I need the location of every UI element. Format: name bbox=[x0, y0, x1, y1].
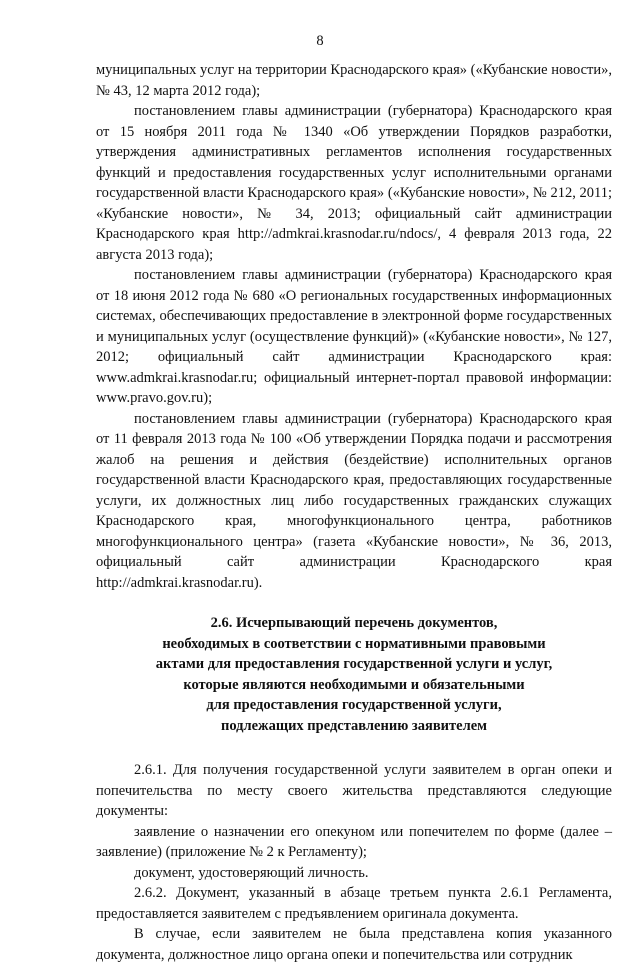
body-paragraph: постановлением главы администрации (губернатора) Краснодарского края от 18 июня 2012 года № 680 «О региональных государственных информационных системах, обеспечивающих предоставление в электронной форме государственных и муниципальных услуг (осуществление функций)» («Кубанские новости», № 127, 2012; официальный сайт администрации Краснодарского края: www.admkrai.krasnodar.ru; официальный интернет-портал правовой информации: www.pravo.gov.ru); bbox=[96, 267, 612, 406]
body-paragraph: В случае, если заявителем не была представлена копия указанного документа, должностное лицо органа опеки и попечительства или сотрудник bbox=[96, 926, 612, 963]
heading-line: актами для предоставления государственной услуги и услуг, bbox=[155, 656, 553, 672]
paragraphs-before bbox=[96, 60, 612, 593]
body-paragraph: документ, удостоверяющий личность. bbox=[134, 864, 369, 881]
section-heading bbox=[96, 613, 612, 736]
body-paragraph: 2.6.1. Для получения государственной услуги заявителем в орган опеки и попечительства по месту своего жительства представляются следующие документы: bbox=[96, 762, 612, 819]
body-paragraph: постановлением главы администрации (губернатора) Краснодарского края от 11 февраля 2013 года № 100 «Об утверждении Порядка подачи и рассмотрения жалоб на решения и действия (бездействие) исполнительных органов государственной власти Краснодарского края, предоставляющих государственные услуги, их должностных лиц либо государственных гражданских служащих Краснодарского края, многофункционального центра, работников многофункционального центра» (газета «Кубанские новости», № 36, 2013, официальный сайт администрации Краснодарского края http://admkrai.krasnodar.ru). bbox=[96, 410, 612, 591]
paragraphs-after bbox=[96, 760, 612, 965]
document-body bbox=[96, 60, 612, 965]
body-paragraph: заявление о назначении его опекуном или попечителем по форме (далее – заявление) (приложение № 2 к Регламенту); bbox=[96, 823, 612, 860]
page-number: 8 bbox=[316, 33, 324, 49]
heading-line: для предоставления государственной услуги, bbox=[206, 697, 502, 713]
heading-line: необходимых в соответствии с нормативными правовыми bbox=[162, 635, 546, 652]
body-paragraph: постановлением главы администрации (губернатора) Краснодарского края от 15 ноября 2011 года № 1340 «Об утверждении Порядков разработки, утверждения административных регламентов исполнения государственных функций и предоставления государственных услуг исполнительными органами государственной власти Краснодарского края» («Кубанские новости», № 212, 2011; «Кубанские новости», № 34, 2013; официальный сайт администрации Краснодарского края http://admkrai.krasnodar.ru/ndocs/, 4 февраля 2013 года, 22 августа 2013 года); bbox=[96, 103, 612, 263]
heading-line: 2.6. Исчерпывающий перечень документов, bbox=[210, 615, 498, 631]
heading-line: подлежащих представлению заявителем bbox=[220, 717, 488, 734]
body-paragraph: 2.6.2. Документ, указанный в абзаце третьем пункта 2.6.1 Регламента, предоставляется заявителем с предъявлением оригинала документа. bbox=[96, 885, 612, 922]
heading-line: которые являются необходимыми и обязательными bbox=[183, 676, 525, 693]
body-paragraph: муниципальных услуг на территории Краснодарского края» («Кубанские новости», № 43, 12 марта 2012 года); bbox=[96, 62, 612, 99]
